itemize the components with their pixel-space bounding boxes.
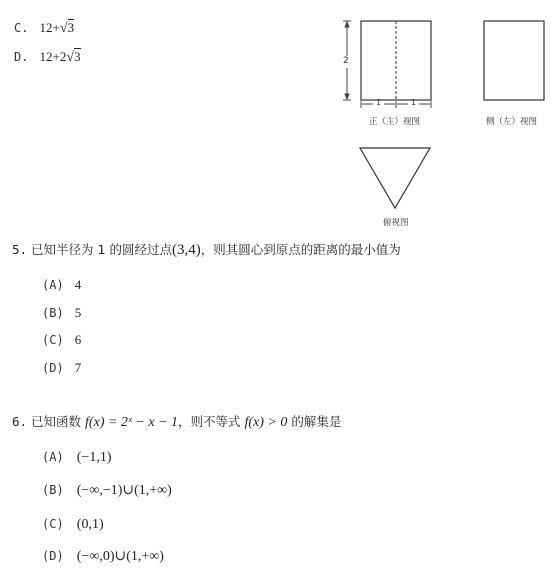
- option-value: 12+√3: [39, 20, 75, 36]
- top-view-caption: 俯视图: [383, 218, 409, 228]
- option-letter: (C): [42, 517, 64, 531]
- q5-option-b[interactable]: [42, 302, 81, 321]
- option-letter: (A): [42, 278, 64, 292]
- function-definition: f(x) = 2ˣ − x − 1: [85, 415, 178, 430]
- width-label-right: 1: [411, 98, 417, 107]
- option-value: (−∞,−1)∪(1,+∞): [76, 483, 172, 498]
- question-text-lead: 已知函数: [31, 414, 82, 429]
- height-label: 2: [343, 56, 349, 66]
- question-number: 5.: [12, 242, 28, 257]
- option-letter: (A): [42, 450, 64, 464]
- question-5-stem: [12, 240, 401, 259]
- option-value: 6: [74, 332, 82, 347]
- question-text-after: ，则其圆心到原点的距离的最小值为: [200, 242, 401, 257]
- q5-option-d[interactable]: [42, 357, 81, 376]
- question-text-before: 已知半径为 1 的圆经过点: [31, 242, 172, 257]
- option-value: (−1,1): [76, 450, 112, 465]
- top-view-triangle: [360, 148, 430, 208]
- option-letter: (D): [42, 549, 64, 563]
- inequality: f(x) > 0: [244, 415, 288, 430]
- question-text-end: 的解集是: [291, 414, 342, 429]
- option-value: (0,1): [76, 517, 104, 532]
- question-point: (3,4): [171, 242, 201, 258]
- q6-option-a[interactable]: [42, 446, 112, 466]
- front-view-caption: 正（主）视图: [369, 117, 421, 127]
- option-value: 7: [74, 360, 82, 375]
- q6-option-c[interactable]: [42, 513, 104, 533]
- side-view-rect: [484, 21, 544, 100]
- question-text-mid: ，则不等式: [177, 414, 241, 429]
- option-letter: C.: [14, 21, 29, 35]
- q6-option-b[interactable]: [42, 479, 172, 499]
- option-letter: (C): [42, 333, 64, 347]
- question-number: 6.: [12, 414, 28, 429]
- q5-option-a[interactable]: [42, 274, 81, 293]
- width-dimension: [361, 101, 431, 108]
- q5-option-c[interactable]: [42, 329, 81, 348]
- option-letter: (D): [42, 361, 64, 375]
- option-value: 4: [74, 277, 82, 292]
- option-value: 12+2√3: [39, 49, 81, 65]
- question-6-stem: [12, 412, 341, 431]
- option-value: (−∞,0)∪(1,+∞): [76, 549, 164, 564]
- width-label-left: 1: [376, 98, 382, 107]
- q6-option-d[interactable]: [42, 545, 164, 565]
- side-view-caption: 侧（左）视图: [486, 117, 538, 127]
- option-letter: (B): [42, 306, 64, 320]
- option-letter: (B): [42, 483, 64, 497]
- option-letter: D.: [14, 50, 29, 64]
- option-value: 5: [74, 305, 82, 320]
